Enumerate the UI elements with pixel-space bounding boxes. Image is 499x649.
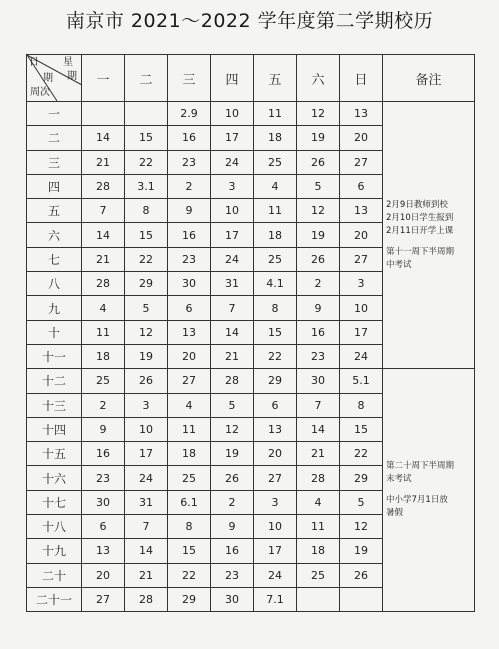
- page-title: 南京市 2021～2022 学年度第二学期校历: [65, 10, 434, 32]
- date-cell: 16: [211, 539, 254, 563]
- date-cell: 10: [211, 199, 254, 223]
- date-cell: 15: [125, 126, 168, 150]
- week-number-cell: 六: [27, 223, 82, 247]
- date-cell: 5.1: [340, 369, 383, 393]
- date-cell: 5: [211, 393, 254, 417]
- date-cell: 20: [340, 126, 383, 150]
- date-cell: 21: [125, 563, 168, 587]
- date-cell: 10: [211, 102, 254, 126]
- date-cell: 30: [82, 490, 125, 514]
- week-number-cell: 十: [27, 320, 82, 344]
- week-number-cell: 十七: [27, 490, 82, 514]
- header-day-7: 日: [340, 55, 383, 102]
- date-cell: 15: [125, 223, 168, 247]
- date-cell: 24: [340, 344, 383, 368]
- date-cell: 7: [211, 296, 254, 320]
- date-cell: 16: [82, 442, 125, 466]
- week-number-cell: 七: [27, 247, 82, 271]
- date-cell: 29: [125, 272, 168, 296]
- week-number-cell: 二十一: [27, 587, 82, 611]
- date-cell: 20: [168, 344, 211, 368]
- week-number-cell: 五: [27, 199, 82, 223]
- date-cell: 28: [82, 272, 125, 296]
- date-cell: 10: [340, 296, 383, 320]
- date-cell: 17: [211, 126, 254, 150]
- date-cell: 7: [82, 199, 125, 223]
- date-cell: 23: [168, 247, 211, 271]
- remarks-line: 末考试: [386, 474, 412, 485]
- header-day-2: 二: [125, 55, 168, 102]
- date-cell: 11: [82, 320, 125, 344]
- date-cell: 24: [125, 466, 168, 490]
- date-cell: 8: [125, 199, 168, 223]
- week-number-cell: 二: [27, 126, 82, 150]
- date-cell: 27: [340, 150, 383, 174]
- date-cell: 9: [211, 515, 254, 539]
- date-cell: 19: [340, 539, 383, 563]
- date-cell: 3.1: [125, 174, 168, 198]
- date-cell: 30: [297, 369, 340, 393]
- date-cell: 3: [211, 174, 254, 198]
- remarks-line: 暑假: [386, 508, 404, 519]
- date-cell: 6: [340, 174, 383, 198]
- week-number-cell: 十三: [27, 393, 82, 417]
- date-cell: 31: [211, 272, 254, 296]
- week-number-cell: 十四: [27, 417, 82, 441]
- date-cell: 7: [125, 515, 168, 539]
- date-cell: 5: [297, 174, 340, 198]
- remarks-text-first: [386, 199, 471, 272]
- remarks-line: 2月10日学生报到: [386, 212, 454, 223]
- date-cell: 10: [254, 515, 297, 539]
- date-cell: 28: [82, 174, 125, 198]
- date-cell: 30: [168, 272, 211, 296]
- calendar-table: [26, 54, 475, 612]
- date-cell: 21: [82, 150, 125, 174]
- date-cell: 4: [168, 393, 211, 417]
- date-cell: 4: [82, 296, 125, 320]
- date-cell: 13: [254, 417, 297, 441]
- date-cell: 23: [168, 150, 211, 174]
- date-cell: 14: [297, 417, 340, 441]
- date-cell: 3: [340, 272, 383, 296]
- date-cell: 2: [297, 272, 340, 296]
- date-cell: 11: [254, 102, 297, 126]
- date-cell: 15: [340, 417, 383, 441]
- date-cell: 28: [125, 587, 168, 611]
- date-cell: [82, 102, 125, 126]
- header-day-5: 五: [254, 55, 297, 102]
- remarks-line: 2月9日教师到校: [386, 199, 448, 210]
- remarks-line: 中小学7月1日放: [386, 495, 448, 506]
- date-cell: 4: [254, 174, 297, 198]
- week-number-cell: 十二: [27, 369, 82, 393]
- week-number-cell: 十九: [27, 539, 82, 563]
- corner-label-qi: 期: [67, 71, 77, 82]
- date-cell: 9: [297, 296, 340, 320]
- remarks-gap: [386, 486, 471, 494]
- header-remarks: 备注: [383, 55, 475, 102]
- date-cell: 21: [82, 247, 125, 271]
- date-cell: 27: [340, 247, 383, 271]
- corner-label-xing: 星: [63, 57, 73, 68]
- corner-label-ri: 日: [29, 57, 39, 68]
- corner-label-zhouci: 周次: [30, 87, 50, 98]
- date-cell: 22: [168, 563, 211, 587]
- date-cell: 17: [340, 320, 383, 344]
- date-cell: 13: [168, 320, 211, 344]
- remarks-line: 第二十周下半周期: [386, 461, 455, 472]
- remarks-cell-first: [383, 102, 475, 369]
- date-cell: 17: [254, 539, 297, 563]
- week-number-cell: 十五: [27, 442, 82, 466]
- date-cell: 26: [125, 369, 168, 393]
- date-cell: 17: [211, 223, 254, 247]
- date-cell: 4: [297, 490, 340, 514]
- date-cell: 25: [82, 369, 125, 393]
- remarks-gap: [386, 238, 471, 246]
- week-number-cell: 二十: [27, 563, 82, 587]
- remarks-text-second: [386, 460, 471, 520]
- date-cell: 16: [168, 126, 211, 150]
- date-cell: 2.9: [168, 102, 211, 126]
- date-cell: 21: [211, 344, 254, 368]
- date-cell: 6: [168, 296, 211, 320]
- date-cell: 19: [297, 223, 340, 247]
- date-cell: 18: [254, 223, 297, 247]
- date-cell: 15: [168, 539, 211, 563]
- date-cell: 14: [125, 539, 168, 563]
- date-cell: 6: [82, 515, 125, 539]
- date-cell: 2: [168, 174, 211, 198]
- date-cell: 13: [340, 102, 383, 126]
- date-cell: [125, 102, 168, 126]
- date-cell: 18: [82, 344, 125, 368]
- date-cell: 16: [168, 223, 211, 247]
- date-cell: 5: [340, 490, 383, 514]
- date-cell: 26: [211, 466, 254, 490]
- date-cell: 27: [168, 369, 211, 393]
- date-cell: 23: [297, 344, 340, 368]
- date-cell: 27: [254, 466, 297, 490]
- date-cell: 12: [340, 515, 383, 539]
- table-row: [27, 369, 475, 393]
- date-cell: 12: [297, 102, 340, 126]
- date-cell: 21: [297, 442, 340, 466]
- date-cell: 20: [254, 442, 297, 466]
- date-cell: 4.1: [254, 272, 297, 296]
- date-cell: 16: [297, 320, 340, 344]
- date-cell: 26: [340, 563, 383, 587]
- date-cell: 14: [211, 320, 254, 344]
- date-cell: 22: [125, 150, 168, 174]
- date-cell: 29: [168, 587, 211, 611]
- date-cell: 12: [297, 199, 340, 223]
- date-cell: 25: [254, 247, 297, 271]
- date-cell: 5: [125, 296, 168, 320]
- week-number-cell: 四: [27, 174, 82, 198]
- week-number-cell: 三: [27, 150, 82, 174]
- date-cell: 20: [82, 563, 125, 587]
- date-cell: 10: [125, 417, 168, 441]
- date-cell: [297, 587, 340, 611]
- remarks-line: 第十一周下半周期: [386, 246, 455, 257]
- date-cell: 26: [297, 150, 340, 174]
- date-cell: 6: [254, 393, 297, 417]
- date-cell: 3: [254, 490, 297, 514]
- date-cell: 19: [125, 344, 168, 368]
- remarks-line: 中考试: [386, 259, 412, 270]
- date-cell: 14: [82, 126, 125, 150]
- date-cell: 28: [211, 369, 254, 393]
- date-cell: 22: [125, 247, 168, 271]
- remarks-cell-second: [383, 369, 475, 612]
- date-cell: 11: [254, 199, 297, 223]
- date-cell: 15: [254, 320, 297, 344]
- date-cell: 22: [340, 442, 383, 466]
- corner-label-qi2: 期: [43, 73, 53, 84]
- date-cell: 7.1: [254, 587, 297, 611]
- date-cell: 3: [125, 393, 168, 417]
- week-number-cell: 十八: [27, 515, 82, 539]
- date-cell: 28: [297, 466, 340, 490]
- date-cell: 25: [168, 466, 211, 490]
- date-cell: 9: [168, 199, 211, 223]
- date-cell: 11: [168, 417, 211, 441]
- date-cell: 14: [82, 223, 125, 247]
- date-cell: 29: [340, 466, 383, 490]
- date-cell: 23: [82, 466, 125, 490]
- week-number-cell: 九: [27, 296, 82, 320]
- date-cell: 9: [82, 417, 125, 441]
- date-cell: 7: [297, 393, 340, 417]
- date-cell: 8: [168, 515, 211, 539]
- date-cell: 25: [254, 150, 297, 174]
- week-number-cell: 八: [27, 272, 82, 296]
- date-cell: 18: [168, 442, 211, 466]
- date-cell: 13: [340, 199, 383, 223]
- date-cell: 11: [297, 515, 340, 539]
- date-cell: 24: [211, 150, 254, 174]
- date-cell: 24: [254, 563, 297, 587]
- header-day-1: 一: [82, 55, 125, 102]
- date-cell: 29: [254, 369, 297, 393]
- table-row: [27, 102, 475, 126]
- date-cell: 31: [125, 490, 168, 514]
- date-cell: 12: [125, 320, 168, 344]
- header-row: [27, 55, 475, 102]
- date-cell: 25: [297, 563, 340, 587]
- header-day-3: 三: [168, 55, 211, 102]
- date-cell: [340, 587, 383, 611]
- date-cell: 13: [82, 539, 125, 563]
- remarks-line: 2月11日开学上课: [386, 225, 454, 236]
- date-cell: 19: [211, 442, 254, 466]
- date-cell: 8: [254, 296, 297, 320]
- date-cell: 2: [82, 393, 125, 417]
- header-day-6: 六: [297, 55, 340, 102]
- date-cell: 17: [125, 442, 168, 466]
- date-cell: 20: [340, 223, 383, 247]
- date-cell: 18: [297, 539, 340, 563]
- week-number-cell: 十一: [27, 344, 82, 368]
- date-cell: 24: [211, 247, 254, 271]
- date-cell: 30: [211, 587, 254, 611]
- date-cell: 6.1: [168, 490, 211, 514]
- date-cell: 27: [82, 587, 125, 611]
- date-cell: 19: [297, 126, 340, 150]
- date-cell: 12: [211, 417, 254, 441]
- date-cell: 8: [340, 393, 383, 417]
- date-cell: 18: [254, 126, 297, 150]
- header-corner-cell: [27, 55, 82, 102]
- week-number-cell: 一: [27, 102, 82, 126]
- header-day-4: 四: [211, 55, 254, 102]
- date-cell: 26: [297, 247, 340, 271]
- date-cell: 22: [254, 344, 297, 368]
- date-cell: 23: [211, 563, 254, 587]
- week-number-cell: 十六: [27, 466, 82, 490]
- date-cell: 2: [211, 490, 254, 514]
